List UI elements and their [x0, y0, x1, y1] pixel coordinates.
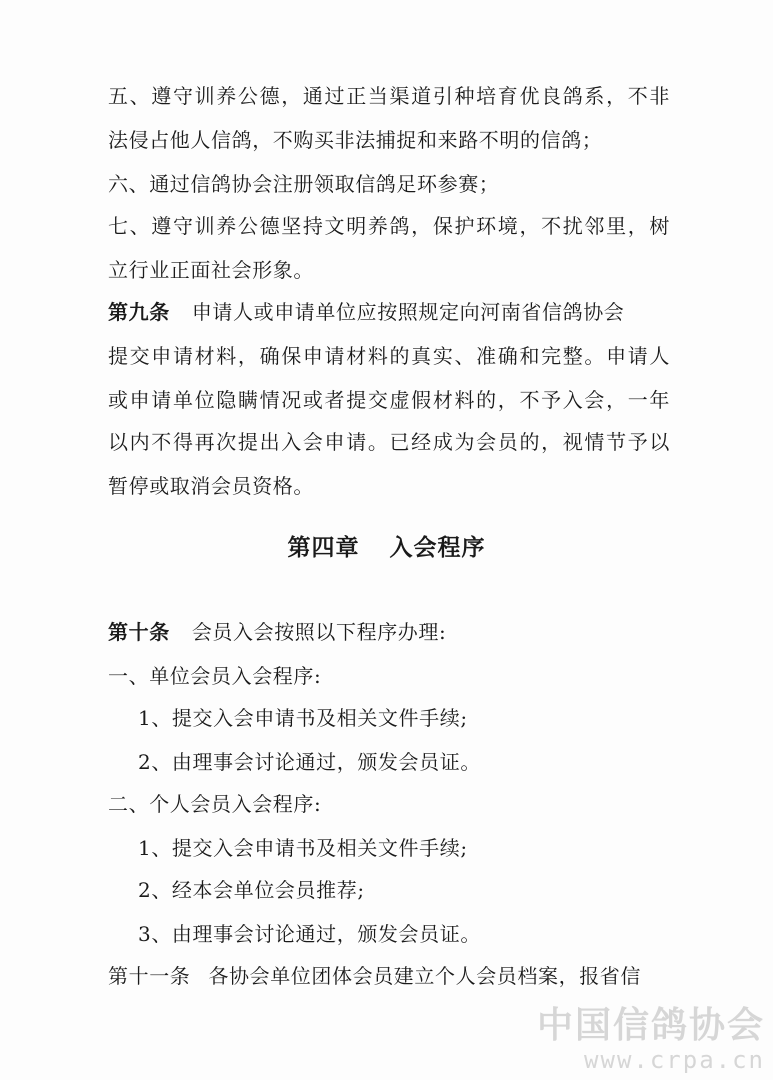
list-item: 2、由理事会讨论通过，颁发会员证。: [138, 750, 481, 774]
list-item: 1、提交入会申请书及相关文件手续;: [138, 706, 468, 730]
text-line: 法侵占他人信鸽，不购买非法捕捉和来路不明的信鸽；: [108, 128, 603, 152]
text-line: 五、遵守训养公德，通过正当渠道引种培育优良鸽系，不非: [108, 84, 670, 108]
chapter-heading: [0, 534, 773, 562]
watermark-url: www.crpa.cn: [584, 1046, 765, 1074]
article-10-first-line: [108, 620, 446, 644]
text-line: 七、遵守训养公德坚持文明养鸽，保护环境，不扰邻里，树: [108, 214, 670, 238]
article-10-text: 会员入会按照以下程序办理:: [191, 620, 447, 644]
text-line: 以内不得再次提出入会申请。已经成为会员的，视情节予以: [108, 430, 670, 454]
article-9-text: 申请人或申请单位应按照规定向河南省信鸽协会: [191, 300, 625, 324]
text-line: 暂停或取消会员资格。: [108, 474, 314, 498]
watermark: [537, 1006, 765, 1074]
article-11-heading: 第十一条: [108, 964, 191, 988]
text-line: 提交申请材料，确保申请材料的真实、准确和完整。申请人: [108, 344, 670, 368]
article-11-first-line: [108, 964, 641, 988]
text-line: 或申请单位隐瞒情况或者提交虚假材料的，不予入会，一年: [108, 388, 670, 412]
list-item: 1、提交入会申请书及相关文件手续;: [138, 836, 468, 860]
section-title: 二、个人会员入会程序:: [108, 792, 322, 816]
chapter-number: 第四章: [287, 535, 360, 561]
article-10-heading: 第十条: [108, 620, 170, 644]
watermark-title: 中国信鸽协会: [536, 1005, 765, 1046]
article-9-heading: 第九条: [108, 300, 170, 324]
article-11-text: 各协会单位团体会员建立个人会员档案，报省信: [208, 964, 642, 988]
article-9-first-line: [108, 300, 624, 324]
text-line: 立行业正面社会形象。: [108, 258, 314, 282]
list-item: 2、经本会单位会员推荐;: [138, 878, 365, 902]
list-item: 3、由理事会讨论通过，颁发会员证。: [138, 922, 481, 946]
chapter-title: 入会程序: [389, 535, 486, 561]
text-line: 六、通过信鸽协会注册领取信鸽足环参赛；: [108, 172, 500, 196]
section-title: 一、单位会员入会程序:: [108, 664, 322, 688]
